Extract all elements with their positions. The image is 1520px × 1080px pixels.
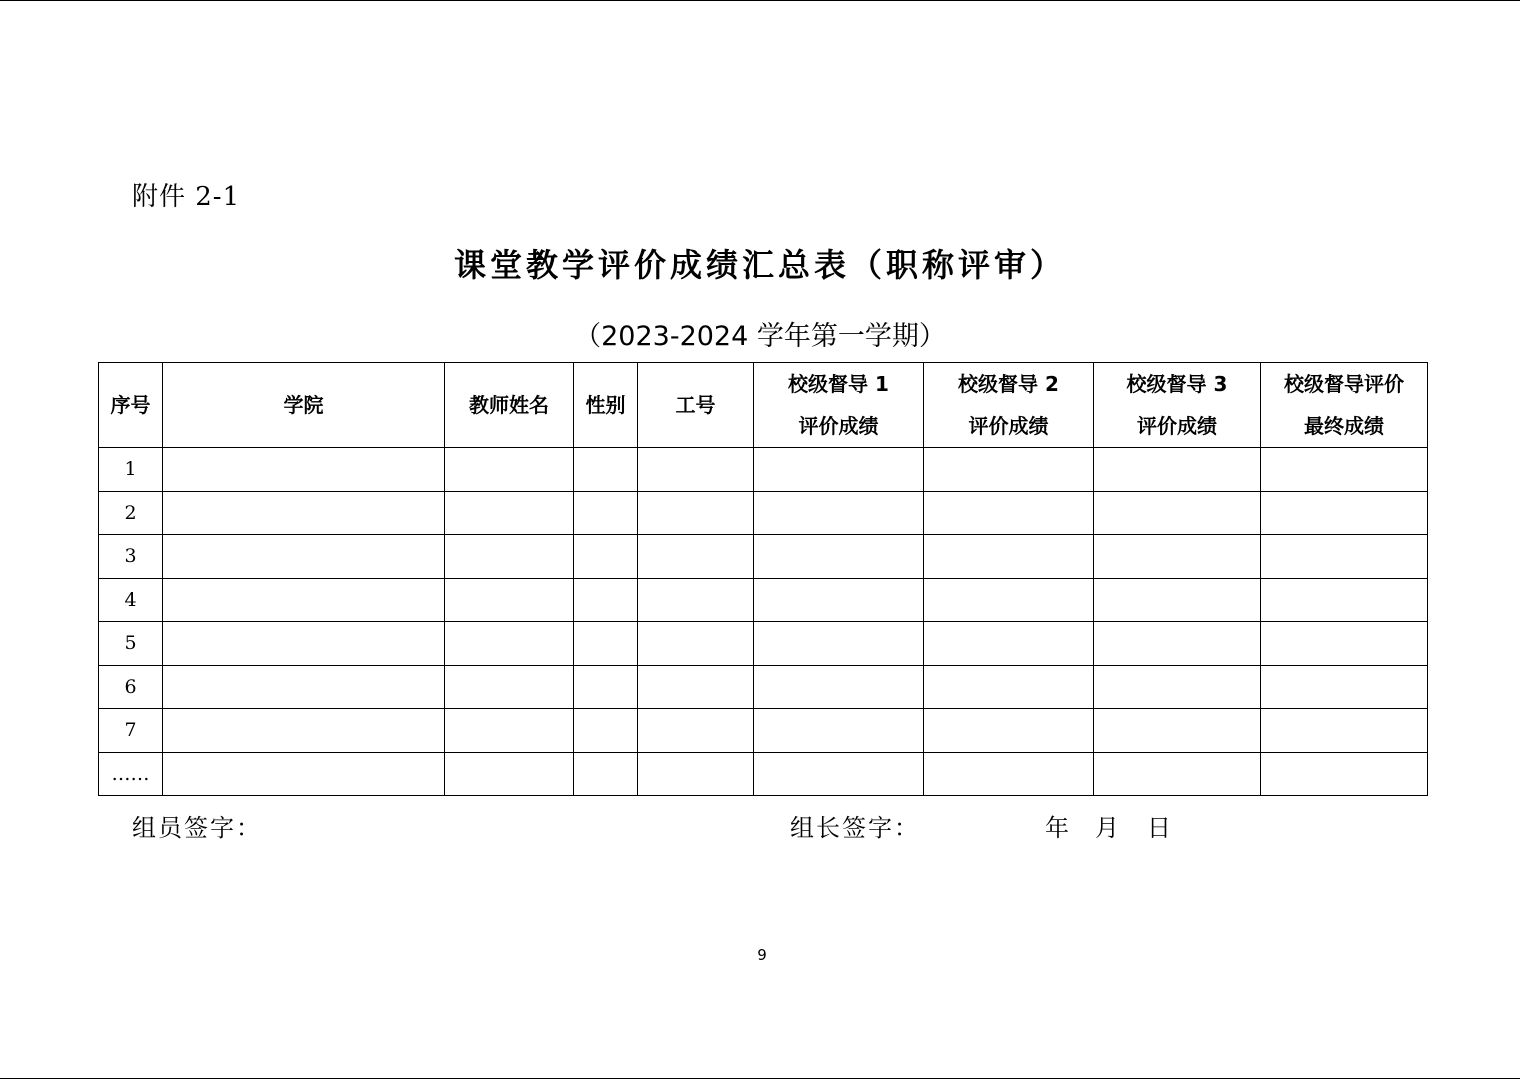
summary-table — [98, 362, 1428, 796]
cell-supervisor-1-score — [754, 752, 924, 796]
cell-college — [163, 665, 445, 709]
cell-staff-id — [638, 578, 754, 622]
cell-gender — [574, 491, 638, 535]
cell-supervisor-2-score — [924, 491, 1094, 535]
cell-index: 3 — [99, 535, 163, 579]
cell-final-score — [1261, 709, 1428, 753]
cell-teacher-name — [445, 491, 574, 535]
table-header-row — [99, 363, 1428, 448]
table-row — [99, 665, 1428, 709]
leader-signature-label: 组长签字： — [790, 814, 920, 842]
cell-teacher-name — [445, 622, 574, 666]
cell-teacher-name — [445, 752, 574, 796]
cell-gender — [574, 665, 638, 709]
table-body — [99, 448, 1428, 796]
cell-supervisor-1-score — [754, 665, 924, 709]
table-row — [99, 491, 1428, 535]
cell-final-score — [1261, 535, 1428, 579]
cell-supervisor-3-score — [1094, 535, 1261, 579]
cell-supervisor-3-score — [1094, 752, 1261, 796]
cell-college — [163, 491, 445, 535]
page-title: 课堂教学评价成绩汇总表（职称评审） — [453, 246, 1066, 284]
cell-index: 4 — [99, 578, 163, 622]
cell-supervisor-1-score — [754, 448, 924, 492]
header-index: 序号 — [99, 363, 163, 448]
cell-college — [163, 709, 445, 753]
cell-final-score — [1261, 491, 1428, 535]
cell-college — [163, 448, 445, 492]
cell-supervisor-2-score — [924, 448, 1094, 492]
cell-index: 7 — [99, 709, 163, 753]
cell-supervisor-3-score — [1094, 622, 1261, 666]
cell-final-score — [1261, 578, 1428, 622]
cell-teacher-name — [445, 709, 574, 753]
cell-index: 2 — [99, 491, 163, 535]
cell-supervisor-3-score — [1094, 448, 1261, 492]
cell-supervisor-3-score — [1094, 709, 1261, 753]
date-year-label: 年 — [1045, 814, 1071, 842]
cell-gender — [574, 709, 638, 753]
cell-college — [163, 535, 445, 579]
table-row — [99, 622, 1428, 666]
table-row — [99, 752, 1428, 796]
attachment-label: 附件 2-1 — [132, 182, 241, 212]
cell-staff-id — [638, 448, 754, 492]
cell-college — [163, 622, 445, 666]
header-supervisor-2-score: 校级督导 2 评价成绩 — [924, 363, 1094, 448]
date-month-label: 月 — [1095, 814, 1121, 842]
cell-supervisor-2-score — [924, 578, 1094, 622]
cell-college — [163, 578, 445, 622]
cell-index: 5 — [99, 622, 163, 666]
cell-supervisor-2-score — [924, 709, 1094, 753]
cell-supervisor-2-score — [924, 535, 1094, 579]
cell-supervisor-3-score — [1094, 491, 1261, 535]
page-number: 9 — [757, 946, 767, 964]
table-row — [99, 709, 1428, 753]
cell-supervisor-1-score — [754, 622, 924, 666]
cell-staff-id — [638, 535, 754, 579]
page-subtitle: （2023-2024 学年第一学期） — [574, 321, 946, 352]
members-signature-label: 组员签字： — [132, 814, 262, 842]
page-bottom-border — [0, 1078, 1520, 1079]
cell-staff-id — [638, 665, 754, 709]
header-college: 学院 — [163, 363, 445, 448]
cell-teacher-name — [445, 665, 574, 709]
header-supervisor-1-score: 校级督导 1 评价成绩 — [754, 363, 924, 448]
cell-staff-id — [638, 752, 754, 796]
cell-supervisor-2-score — [924, 665, 1094, 709]
table-row — [99, 535, 1428, 579]
cell-supervisor-3-score — [1094, 578, 1261, 622]
header-teacher-name: 教师姓名 — [445, 363, 574, 448]
cell-staff-id — [638, 491, 754, 535]
cell-index: 6 — [99, 665, 163, 709]
cell-gender — [574, 448, 638, 492]
cell-supervisor-1-score — [754, 535, 924, 579]
cell-final-score — [1261, 665, 1428, 709]
cell-supervisor-3-score — [1094, 665, 1261, 709]
table-header — [99, 363, 1428, 448]
cell-gender — [574, 752, 638, 796]
cell-gender — [574, 535, 638, 579]
cell-teacher-name — [445, 448, 574, 492]
date-day-label: 日 — [1147, 814, 1173, 842]
cell-teacher-name — [445, 535, 574, 579]
cell-supervisor-1-score — [754, 491, 924, 535]
page-top-border — [0, 0, 1520, 1]
cell-teacher-name — [445, 578, 574, 622]
cell-index: 1 — [99, 448, 163, 492]
header-staff-id: 工号 — [638, 363, 754, 448]
cell-staff-id — [638, 709, 754, 753]
cell-supervisor-2-score — [924, 622, 1094, 666]
cell-gender — [574, 622, 638, 666]
cell-staff-id — [638, 622, 754, 666]
cell-final-score — [1261, 622, 1428, 666]
cell-final-score — [1261, 448, 1428, 492]
cell-index: …… — [99, 752, 163, 796]
cell-gender — [574, 578, 638, 622]
header-supervisor-3-score: 校级督导 3 评价成绩 — [1094, 363, 1261, 448]
cell-final-score — [1261, 752, 1428, 796]
table-row — [99, 448, 1428, 492]
cell-supervisor-1-score — [754, 709, 924, 753]
header-final-score: 校级督导评价 最终成绩 — [1261, 363, 1428, 448]
cell-supervisor-2-score — [924, 752, 1094, 796]
cell-college — [163, 752, 445, 796]
cell-supervisor-1-score — [754, 578, 924, 622]
header-gender: 性别 — [574, 363, 638, 448]
table-row — [99, 578, 1428, 622]
